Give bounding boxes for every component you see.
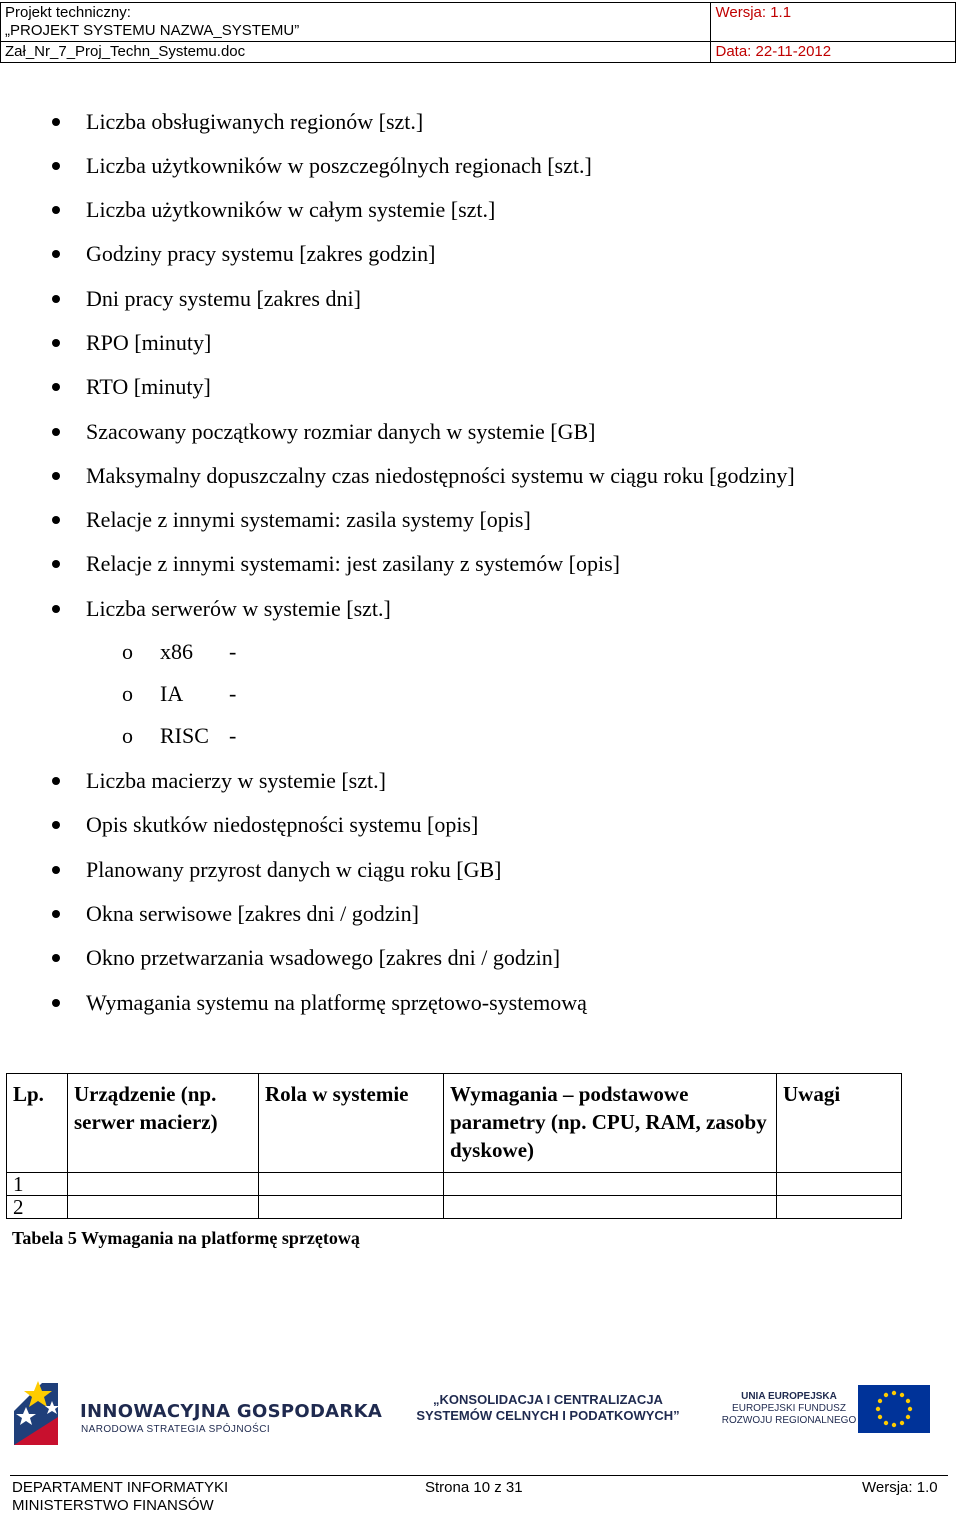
date-cell bbox=[711, 42, 956, 63]
table-cell bbox=[68, 1196, 259, 1219]
eu-text-block bbox=[716, 1391, 862, 1427]
page-header bbox=[0, 2, 956, 63]
sub-bullet-marker: o bbox=[122, 639, 133, 664]
bullet-icon bbox=[52, 821, 60, 829]
bullet-icon bbox=[52, 295, 60, 303]
table-cell: 1 bbox=[7, 1173, 68, 1196]
project-name: „PROJEKT SYSTEMU NAZWA_SYSTEMU” bbox=[5, 22, 300, 39]
sub-item-value: - bbox=[229, 681, 237, 706]
header-filename: Zał_Nr_7_Proj_Techn_Systemu.doc bbox=[5, 43, 246, 60]
eu-line3: ROZWOJU REGIONALNEGO bbox=[721, 1415, 857, 1426]
table-caption: Tabela 5 Wymagania na platformę sprzętową bbox=[12, 1228, 360, 1248]
sub-list-item bbox=[0, 681, 300, 707]
table-cell bbox=[777, 1173, 902, 1196]
sub-bullet-marker: o bbox=[122, 723, 133, 748]
bullet-icon bbox=[52, 910, 60, 918]
logo-subtitle: NARODOWA STRATEGIA SPÓJNOŚCI bbox=[81, 1424, 271, 1435]
sub-bullet-marker: o bbox=[122, 681, 133, 706]
bullet-icon bbox=[52, 560, 60, 568]
project-title-line2: SYSTEMÓW CELNYCH I PODATKOWYCH” bbox=[416, 1408, 680, 1423]
funding-logos bbox=[0, 1375, 960, 1450]
bullet-icon bbox=[52, 954, 60, 962]
bullet-icon bbox=[52, 339, 60, 347]
bullet-icon bbox=[52, 472, 60, 480]
table-cell bbox=[444, 1173, 777, 1196]
table-cell bbox=[259, 1196, 444, 1219]
sub-item-label: IA bbox=[160, 681, 184, 706]
header-date: Data: 22-11-2012 bbox=[715, 43, 832, 60]
table-header-row bbox=[7, 1074, 902, 1173]
eu-flag-icon bbox=[858, 1385, 930, 1433]
table-row bbox=[7, 1196, 902, 1219]
table-cell bbox=[68, 1173, 259, 1196]
footer-version: Wersja: 1.0 bbox=[862, 1479, 938, 1496]
sub-list-item bbox=[0, 723, 300, 749]
sub-item-value: - bbox=[229, 723, 237, 748]
bullet-icon bbox=[52, 383, 60, 391]
footer-divider bbox=[10, 1475, 948, 1476]
version-cell bbox=[711, 3, 956, 42]
sub-list-item bbox=[0, 639, 300, 665]
sub-item-value: - bbox=[229, 639, 237, 664]
column-header-requirements: Wymagania – podstawowe parametry (np. CPU, RAM, zasoby dyskowe) bbox=[444, 1074, 777, 1173]
filename-cell bbox=[1, 42, 711, 63]
project-title-line1: „KONSOLIDACJA I CENTRALIZACJA bbox=[433, 1392, 663, 1407]
project-label: Projekt techniczny: bbox=[5, 4, 131, 21]
bullet-icon bbox=[52, 777, 60, 785]
project-cell bbox=[1, 3, 711, 42]
bullet-icon bbox=[52, 999, 60, 1007]
eu-line2: EUROPEJSKI FUNDUSZ bbox=[732, 1403, 846, 1414]
footer-department: DEPARTAMENT INFORMATYKI bbox=[12, 1479, 229, 1496]
table-row bbox=[7, 1173, 902, 1196]
bullet-icon bbox=[52, 206, 60, 214]
sub-item-label: x86 bbox=[160, 639, 193, 664]
column-header-notes: Uwagi bbox=[777, 1074, 902, 1173]
footer-page-number: Strona 10 z 31 bbox=[425, 1479, 523, 1496]
logo-title: INNOWACYJNA GOSPODARKA bbox=[80, 1401, 383, 1422]
project-title-block bbox=[398, 1392, 698, 1424]
bullet-icon bbox=[52, 516, 60, 524]
innowacyjna-gospodarka-logo-icon bbox=[12, 1377, 74, 1447]
bullet-icon bbox=[52, 605, 60, 613]
bullet-icon bbox=[52, 428, 60, 436]
footer-ministry: MINISTERSTWO FINANSÓW bbox=[12, 1497, 214, 1514]
header-version: Wersja: 1.1 bbox=[715, 4, 792, 21]
bullet-icon bbox=[52, 250, 60, 258]
table-cell bbox=[259, 1173, 444, 1196]
table-cell bbox=[444, 1196, 777, 1219]
eu-line1: UNIA EUROPEJSKA bbox=[741, 1391, 837, 1402]
column-header-role: Rola w systemie bbox=[259, 1074, 444, 1173]
bullet-icon bbox=[52, 866, 60, 874]
sub-item-label: RISC bbox=[160, 723, 209, 748]
column-header-lp: Lp. bbox=[7, 1074, 68, 1173]
column-header-device: Urządzenie (np. serwer macierz) bbox=[68, 1074, 259, 1173]
bullet-icon bbox=[52, 162, 60, 170]
table-cell bbox=[777, 1196, 902, 1219]
platform-requirements-table bbox=[6, 1073, 902, 1219]
table-cell: 2 bbox=[7, 1196, 68, 1219]
bullet-icon bbox=[52, 118, 60, 126]
